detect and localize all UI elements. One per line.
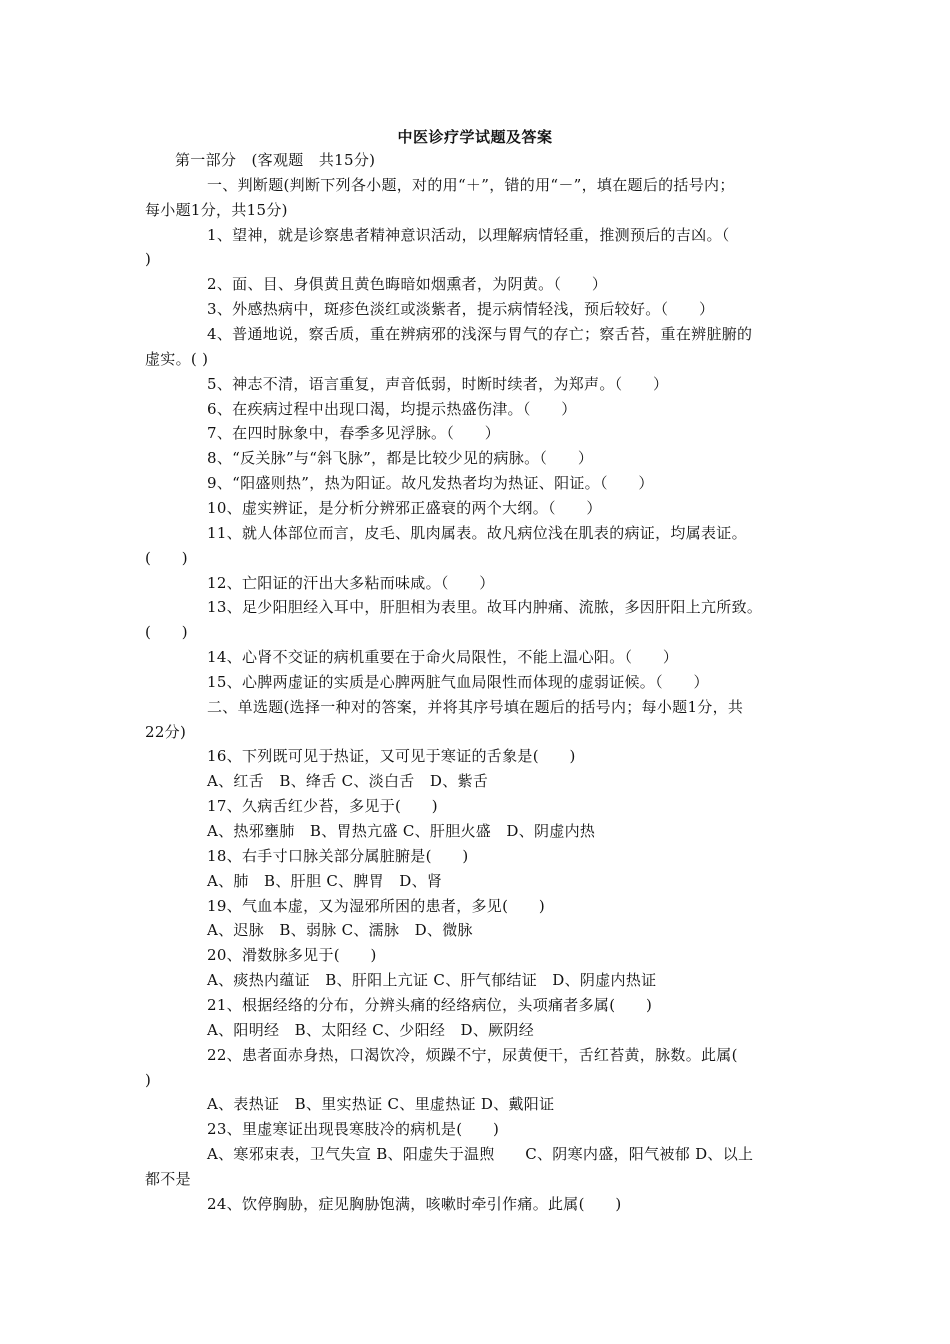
text-line: 6、在疾病过程中出现口渴，均提示热盛伤津。（ ） (207, 399, 577, 418)
text-line: ( ) (145, 623, 188, 642)
text-line: 每小题1分，共15分) (145, 200, 288, 219)
text-line: 22、患者面赤身热，口渴饮冷，烦躁不宁，尿黄便干，舌红苔黄，脉数。此属( (207, 1045, 738, 1064)
text-line: 16、下列既可见于热证，又可见于寒证的舌象是( ) (207, 747, 576, 766)
text-line: 5、神志不清，语言重复，声音低弱，时断时续者，为郑声。（ ） (207, 374, 669, 393)
text-line: A、红舌 B、绛舌 C、淡白舌 D、紫舌 (207, 772, 489, 791)
text-line: 都不是 (145, 1169, 191, 1188)
text-line: 13、足少阳胆经入耳中，肝胆相为表里。故耳内肿痛、流脓，多因肝阳上亢所致。 (207, 598, 763, 617)
text-line: ) (145, 250, 152, 269)
text-line: 12、亡阳证的汗出大多粘而味咸。（ ） (207, 573, 495, 592)
text-line: A、寒邪束表，卫气失宣 B、阳虚失于温煦 C、阴寒内盛，阳气被郁 D、以上 (207, 1145, 754, 1163)
text-line: 3、外感热病中，斑疹色淡红或淡紫者，提示病情轻浅，预后较好。（ ） (207, 300, 715, 319)
text-line: A、表热证 B、里实热证 C、里虚热证 D、戴阳证 (207, 1095, 555, 1114)
text-line: 19、气血本虚，又为湿邪所困的患者，多见( ) (207, 896, 545, 915)
text-line: 15、心脾两虚证的实质是心脾两脏气血局限性而体现的虚弱证候。（ ） (207, 672, 709, 691)
text-line: A、肺 B、肝胆 C、脾胃 D、肾 (207, 871, 443, 890)
text-line: 10、虚实辨证，是分析分辨邪正盛衰的两个大纲。（ ） (207, 498, 602, 517)
text-line: 7、在四时脉象中，春季多见浮脉。（ ） (207, 424, 501, 443)
text-line: A、热邪壅肺 B、胃热亢盛 C、肝胆火盛 D、阴虚内热 (207, 822, 596, 840)
text-line: 8、“反关脉”与“斜飞脉”，都是比较少见的病脉。（ ） (207, 449, 594, 468)
text-line: A、迟脉 B、弱脉 C、濡脉 D、微脉 (207, 921, 473, 940)
text-line: 9、“阳盛则热”，热为阳证。故凡发热者均为热证、阳证。（ ） (207, 474, 654, 493)
text-line: 20、滑数脉多见于( ) (207, 946, 377, 965)
text-line: 第一部分 (客观题 共15分) (175, 151, 376, 169)
text-line: ) (145, 1070, 152, 1089)
text-line: 1、望神，就是诊察患者精神意识活动，以理解病情轻重，推测预后的吉凶。（ (207, 225, 730, 244)
text-line: 18、右手寸口脉关部分属脏腑是( ) (207, 846, 469, 865)
text-line: 23、里虚寒证出现畏寒肢冷的病机是( ) (207, 1120, 500, 1139)
text-line: A、痰热内蕴证 B、肝阳上亢证 C、肝气郁结证 D、阴虚内热证 (207, 971, 657, 990)
text-line: 17、久病舌红少苔，多见于( ) (207, 797, 438, 816)
text-line: ( ) (145, 548, 188, 567)
text-line: 14、心肾不交证的病机重要在于命火局限性，不能上温心阳。（ ） (207, 648, 679, 666)
text-line: 24、饮停胸胁，症见胸胁饱满，咳嗽时牵引作痛。此属( ) (207, 1194, 622, 1213)
text-line: 4、普通地说，察舌质，重在辨病邪的浅深与胃气的存亡；察舌苔，重在辨脏腑的 (207, 325, 753, 343)
text-line: 21、根据经络的分布，分辨头痛的经络病位，头项痛者多属( ) (207, 995, 653, 1014)
text-line: 虚实。( ) (145, 349, 209, 368)
text-line: A、阳明经 B、太阳经 C、少阳经 D、厥阴经 (207, 1020, 535, 1039)
text-line: 22分) (145, 722, 187, 741)
text-line: 一、判断题(判断下列各小题，对的用“＋”，错的用“－”，填在题后的括号内； (207, 175, 735, 194)
text-line: 11、就人体部位而言，皮毛、肌肉属表。故凡病位浅在肌表的病证，均属表证。 (207, 523, 747, 542)
document-title: 中医诊疗学试题及答案 (397, 128, 553, 146)
text-line: 二、单选题(选择一种对的答案，并将其序号填在题后的括号内；每小题1分，共 (207, 697, 744, 716)
text-line: 2、面、目、身俱黄且黄色晦暗如烟熏者，为阴黄。（ ） (207, 275, 608, 294)
